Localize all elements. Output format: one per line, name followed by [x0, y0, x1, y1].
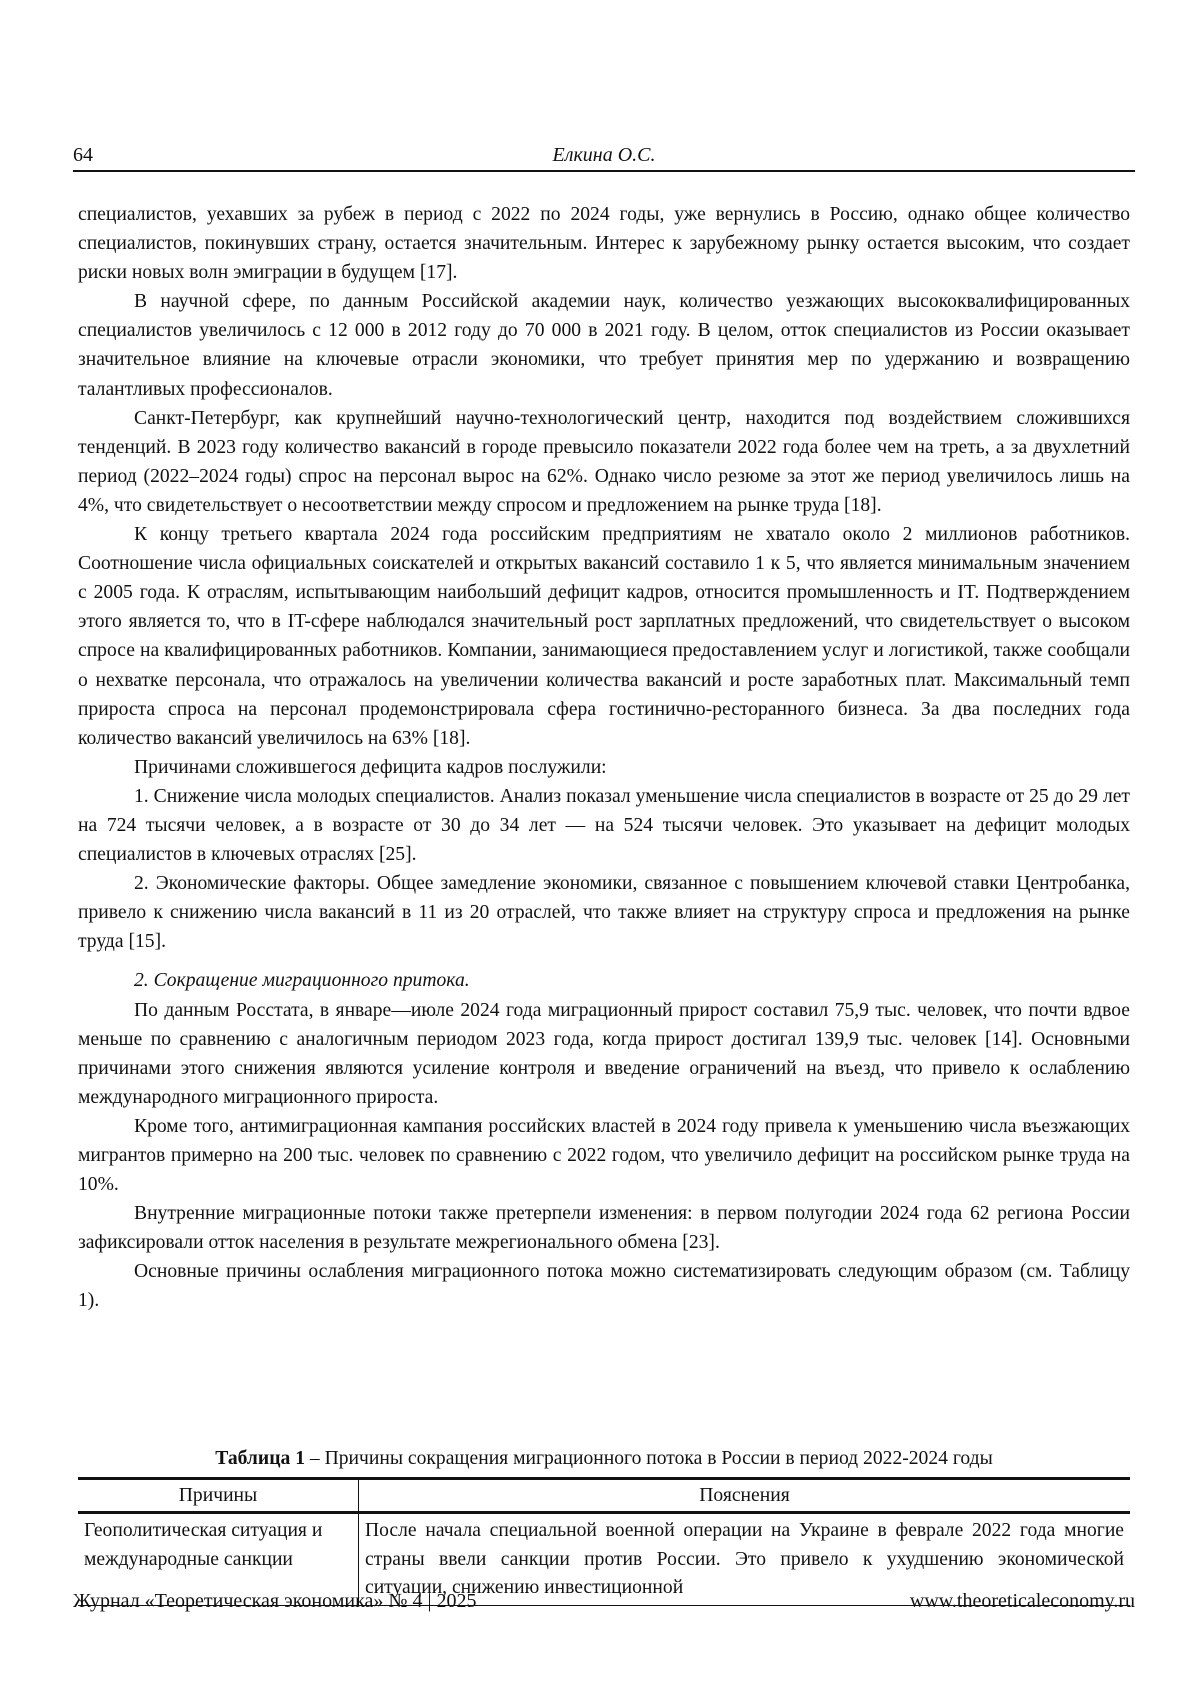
table-header-row	[78, 1479, 1130, 1513]
causes-table	[78, 1477, 1130, 1606]
column-header-explanations: Пояснения	[359, 1479, 1131, 1513]
journal-name: Журнал «Теоретическая экономика» № 4 | 2025	[73, 1590, 477, 1612]
table-caption	[73, 1448, 1135, 1470]
paragraph: Внутренние миграционные потоки также претерпели изменения: в первом полугодии 2024 года 62 региона России зафиксировали отток населения в результате межрегионального обмена [23].	[78, 1203, 1130, 1254]
table-caption-label: Таблица 1	[215, 1448, 305, 1469]
paragraph: Кроме того, антимиграционная кампания российских властей в 2024 году привела к уменьшению числа въезжающих мигрантов примерно на 200 тыс. человек по сравнению с 2022 годом, что увеличило дефицит на российском рынке труда на 10%.	[78, 1115, 1130, 1196]
table-cell-explanation: После начала специальной военной операции на Украине в феврале 2022 года многие страны ввели санкции против России. Это привело к ухудшению экономической ситуации, снижению инвестиционной	[359, 1513, 1131, 1606]
paragraph: специалистов, уехавших за рубеж в период с 2022 по 2024 годы, уже вернулись в Россию, однако общее количество специалистов, покинувших страну, остается значительным. Интерес к зарубежному рынку остается высоким, что создает риски новых волн эмиграции в будущем [17].	[78, 204, 1130, 284]
website-url: www.theoreticaleconomy.ru	[909, 1590, 1135, 1612]
list-item: 2. Экономические факторы. Общее замедление экономики, связанное с повышением ключевой ставки Центробанка, привело к снижению числа вакансий в 11 из 20 отраслей, что также влияет на структуру спроса и предложения на рынке труда [15].	[78, 873, 1130, 953]
section-subheading: 2. Сокращение миграционного притока.	[134, 970, 470, 992]
running-head	[73, 140, 1135, 172]
list-item: 1. Снижение числа молодых специалистов. Анализ показал уменьшение числа специалистов в возрасте от 25 до 29 лет на 724 тысячи человек, а в возрасте от 30 до 34 лет — на 524 тысячи человек. Это указывает на дефицит молодых специалистов в ключевых отраслях [25].	[78, 785, 1130, 866]
paragraph: В научной сфере, по данным Российской академии наук, количество уезжающих высококвалифицированных специалистов увеличилось с 12 000 в 2012 году до 70 000 в 2021 году. В целом, отток специалистов из России оказывает значительное влияние на ключевые отрасли экономики, что требует принятия мер по удержанию и возвращению талантливых профессионалов.	[78, 291, 1130, 400]
table-cell-cause: Геополитическая ситуация и международные санкции	[78, 1513, 359, 1606]
paragraph: Причинами сложившегося дефицита кадров послужили:	[134, 756, 607, 778]
page-number: 64	[73, 144, 93, 166]
table-caption-text: – Причины сокращения миграционного потока в России в период 2022-2024 годы	[305, 1448, 993, 1469]
paragraph: Основные причины ослабления миграционного потока можно систематизировать следующим образом (см. Таблицу 1).	[78, 1261, 1130, 1312]
paragraph: По данным Росстата, в январе—июле 2024 года миграционный прирост составил 75,9 тыс. человек, что почти вдвое меньше по сравнению с аналогичным периодом 2023 года, когда прирост достигал 139,9 тыс. человек [14]. Основными причинами этого снижения являются усиление контроля и введение ограничений на въезд, что привело к ослаблению международного миграционного прироста.	[78, 999, 1130, 1108]
paragraph: Санкт-Петербург, как крупнейший научно-технологический центр, находится под воздействием сложившихся тенденций. В 2023 году количество вакансий в городе превысило показатели 2022 года более чем на треть, а за двухлетний период (2022–2024 годы) спрос на персонал вырос на 62%. Однако число резюме за этот же период увеличилось лишь на 4%, что свидетельствует о несоответствии между спросом и предложением на рынке труда [18].	[78, 407, 1130, 516]
article-body	[78, 200, 1130, 1316]
paragraph: К концу третьего квартала 2024 года российским предприятиям не хватало около 2 миллионов работников. Соотношение числа официальных соискателей и открытых вакансий составило 1 к 5, что является минимальным значением с 2005 года. К отраслям, испытывающим наибольший дефицит кадров, относится промышленность и IT. Подтверждением этого является то, что в IT-сфере наблюдался значительный рост зарплатных предложений, что свидетельствует о высоком спросе на квалифицированных работников. Компании, занимающиеся предоставлением услуг и логистикой, также сообщали о нехватке персонала, что отражалось на увеличении количества вакансий и росте заработных плат. Максимальный темп прироста спроса на персонал продемонстрировала сфера гостинично-ресторанного бизнеса. За два последних года количество вакансий увеличилось на 63% [18].	[78, 524, 1130, 749]
column-header-causes: Причины	[78, 1479, 359, 1513]
author-name: Елкина О.С.	[552, 144, 656, 166]
